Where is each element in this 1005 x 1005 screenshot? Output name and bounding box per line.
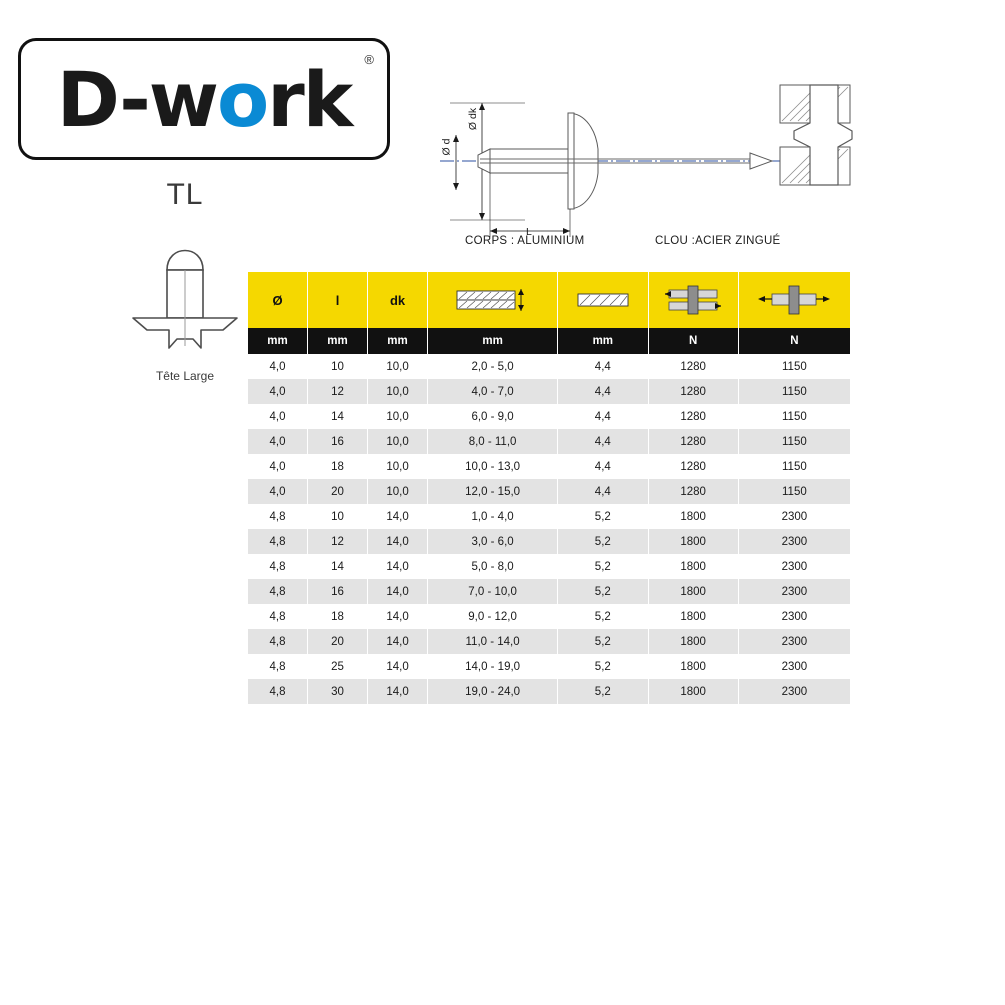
table-cell: 14 [308, 404, 368, 429]
table-cell: 1800 [648, 554, 738, 579]
header-drill-hole-icon [558, 272, 648, 328]
table-cell: 4,4 [558, 454, 648, 479]
header-shear-load-icon [648, 272, 738, 328]
specification-table [248, 272, 850, 704]
table-cell: 4,8 [248, 579, 308, 604]
table-cell: 14,0 [368, 604, 428, 629]
product-caption: Tête Large [155, 369, 215, 383]
table-row [248, 604, 850, 629]
table-cell: 20 [308, 629, 368, 654]
table-cell: 4,4 [558, 354, 648, 379]
unit-head-diameter: mm [368, 328, 428, 354]
table-cell: 4,8 [248, 554, 308, 579]
table-cell: 2300 [738, 629, 850, 654]
table-cell: 9,0 - 12,0 [428, 604, 558, 629]
unit-diameter: mm [248, 328, 308, 354]
table-cell: 14,0 [368, 679, 428, 704]
table-cell: 4,4 [558, 429, 648, 454]
header-length: l [308, 272, 368, 328]
table-cell: 10 [308, 504, 368, 529]
table-cell: 10 [308, 354, 368, 379]
table-cell: 11,0 - 14,0 [428, 629, 558, 654]
table-row [248, 454, 850, 479]
table-cell: 14,0 [368, 529, 428, 554]
table-cell: 1150 [738, 379, 850, 404]
table-cell: 4,8 [248, 654, 308, 679]
table-cell: 1280 [648, 479, 738, 504]
table-cell: 4,0 [248, 454, 308, 479]
table-cell: 10,0 - 13,0 [428, 454, 558, 479]
unit-drill-hole: mm [558, 328, 648, 354]
logo-text-part-3: rk [267, 54, 352, 144]
label-length-l: L [526, 226, 532, 238]
table-row [248, 529, 850, 554]
table-cell: 5,2 [558, 654, 648, 679]
table-row [248, 379, 850, 404]
label-diameter-dk: Ø dk [467, 107, 480, 131]
table-cell: 5,2 [558, 504, 648, 529]
table-cell: 5,2 [558, 554, 648, 579]
table-cell: 10,0 [368, 354, 428, 379]
header-grip-range-icon [428, 272, 558, 328]
table-cell: 18 [308, 454, 368, 479]
table-cell: 6,0 - 9,0 [428, 404, 558, 429]
table-cell: 1150 [738, 454, 850, 479]
table-cell: 3,0 - 6,0 [428, 529, 558, 554]
table-cell: 2300 [738, 604, 850, 629]
table-cell: 4,8 [248, 604, 308, 629]
table-cell: 10,0 [368, 454, 428, 479]
table-cell: 1150 [738, 404, 850, 429]
table-cell: 4,4 [558, 404, 648, 429]
table-row [248, 654, 850, 679]
label-clou: CLOU :ACIER ZINGUÉ [655, 235, 781, 247]
table-units-row [248, 328, 850, 354]
table-cell: 4,4 [558, 379, 648, 404]
table-cell: 4,0 [248, 379, 308, 404]
table-cell: 8,0 - 11,0 [428, 429, 558, 454]
table-cell: 1800 [648, 654, 738, 679]
label-corps: CORPS : ALUMINIUM [465, 235, 585, 247]
table-cell: 4,0 [248, 404, 308, 429]
table-cell: 14,0 [368, 629, 428, 654]
product-code-label: TL [166, 178, 204, 211]
table-cell: 5,2 [558, 679, 648, 704]
rivet-cross-section-diagram [420, 45, 980, 245]
header-tensile-load-icon [738, 272, 850, 328]
table-row [248, 554, 850, 579]
table-cell: 1800 [648, 504, 738, 529]
table-cell: 4,0 [248, 354, 308, 379]
table-cell: 4,8 [248, 629, 308, 654]
table-cell: 5,2 [558, 579, 648, 604]
table-cell: 4,4 [558, 479, 648, 504]
registered-trademark-icon: ® [364, 52, 374, 67]
logo-wordmark [18, 38, 390, 160]
table-cell: 30 [308, 679, 368, 704]
table-cell: 4,0 - 7,0 [428, 379, 558, 404]
logo-text-part-1: D-w [56, 54, 217, 144]
table-header-row [248, 272, 850, 328]
table-cell: 1280 [648, 429, 738, 454]
table-cell: 4,8 [248, 679, 308, 704]
table-cell: 16 [308, 579, 368, 604]
table-cell: 5,2 [558, 529, 648, 554]
unit-grip-range: mm [428, 328, 558, 354]
table-cell: 19,0 - 24,0 [428, 679, 558, 704]
table-row [248, 504, 850, 529]
table-cell: 4,8 [248, 529, 308, 554]
table-cell: 14 [308, 554, 368, 579]
technical-drawing-block [420, 45, 980, 260]
table-cell: 4,0 [248, 429, 308, 454]
table-cell: 1800 [648, 579, 738, 604]
table-row [248, 629, 850, 654]
header-head-diameter: dk [368, 272, 428, 328]
table-cell: 2300 [738, 654, 850, 679]
unit-tensile-load: N [738, 328, 850, 354]
table-cell: 2300 [738, 679, 850, 704]
table-body [248, 354, 850, 704]
table-cell: 25 [308, 654, 368, 679]
table-cell: 10,0 [368, 404, 428, 429]
table-cell: 2300 [738, 554, 850, 579]
table-row [248, 579, 850, 604]
table-cell: 2300 [738, 579, 850, 604]
table-cell: 18 [308, 604, 368, 629]
table-cell: 1150 [738, 479, 850, 504]
table-cell: 1280 [648, 354, 738, 379]
unit-shear-load: N [648, 328, 738, 354]
table-cell: 14,0 - 19,0 [428, 654, 558, 679]
table-cell: 5,0 - 8,0 [428, 554, 558, 579]
table-cell: 10,0 [368, 479, 428, 504]
table-cell: 7,0 - 10,0 [428, 579, 558, 604]
table-cell: 1800 [648, 679, 738, 704]
table-cell: 2300 [738, 504, 850, 529]
table-cell: 1150 [738, 429, 850, 454]
table-cell: 16 [308, 429, 368, 454]
brand-logo [18, 38, 390, 160]
unit-length: mm [308, 328, 368, 354]
table-cell: 12,0 - 15,0 [428, 479, 558, 504]
table-cell: 1800 [648, 529, 738, 554]
table-cell: 10,0 [368, 429, 428, 454]
table-cell: 12 [308, 379, 368, 404]
table-cell: 1280 [648, 454, 738, 479]
table-cell: 5,2 [558, 604, 648, 629]
table-cell: 1,0 - 4,0 [428, 504, 558, 529]
table-cell: 5,2 [558, 629, 648, 654]
table-cell: 2300 [738, 529, 850, 554]
table-cell: 14,0 [368, 554, 428, 579]
header-diameter: Ø [248, 272, 308, 328]
table-cell: 20 [308, 479, 368, 504]
table-cell: 14,0 [368, 504, 428, 529]
table-row [248, 354, 850, 379]
label-diameter-d: Ø d [440, 138, 453, 156]
table-cell: 1280 [648, 404, 738, 429]
table-cell: 10,0 [368, 379, 428, 404]
table-cell: 1280 [648, 379, 738, 404]
table-cell: 4,8 [248, 504, 308, 529]
table-cell: 4,0 [248, 479, 308, 504]
table-row [248, 479, 850, 504]
table-row [248, 679, 850, 704]
table-row [248, 404, 850, 429]
table-cell: 14,0 [368, 654, 428, 679]
table-cell: 2,0 - 5,0 [428, 354, 558, 379]
table-row [248, 429, 850, 454]
table-cell: 12 [308, 529, 368, 554]
table-cell: 1800 [648, 629, 738, 654]
table-cell: 1800 [648, 604, 738, 629]
table-cell: 14,0 [368, 579, 428, 604]
table-cell: 1150 [738, 354, 850, 379]
logo-text-part-2: o [217, 54, 268, 144]
